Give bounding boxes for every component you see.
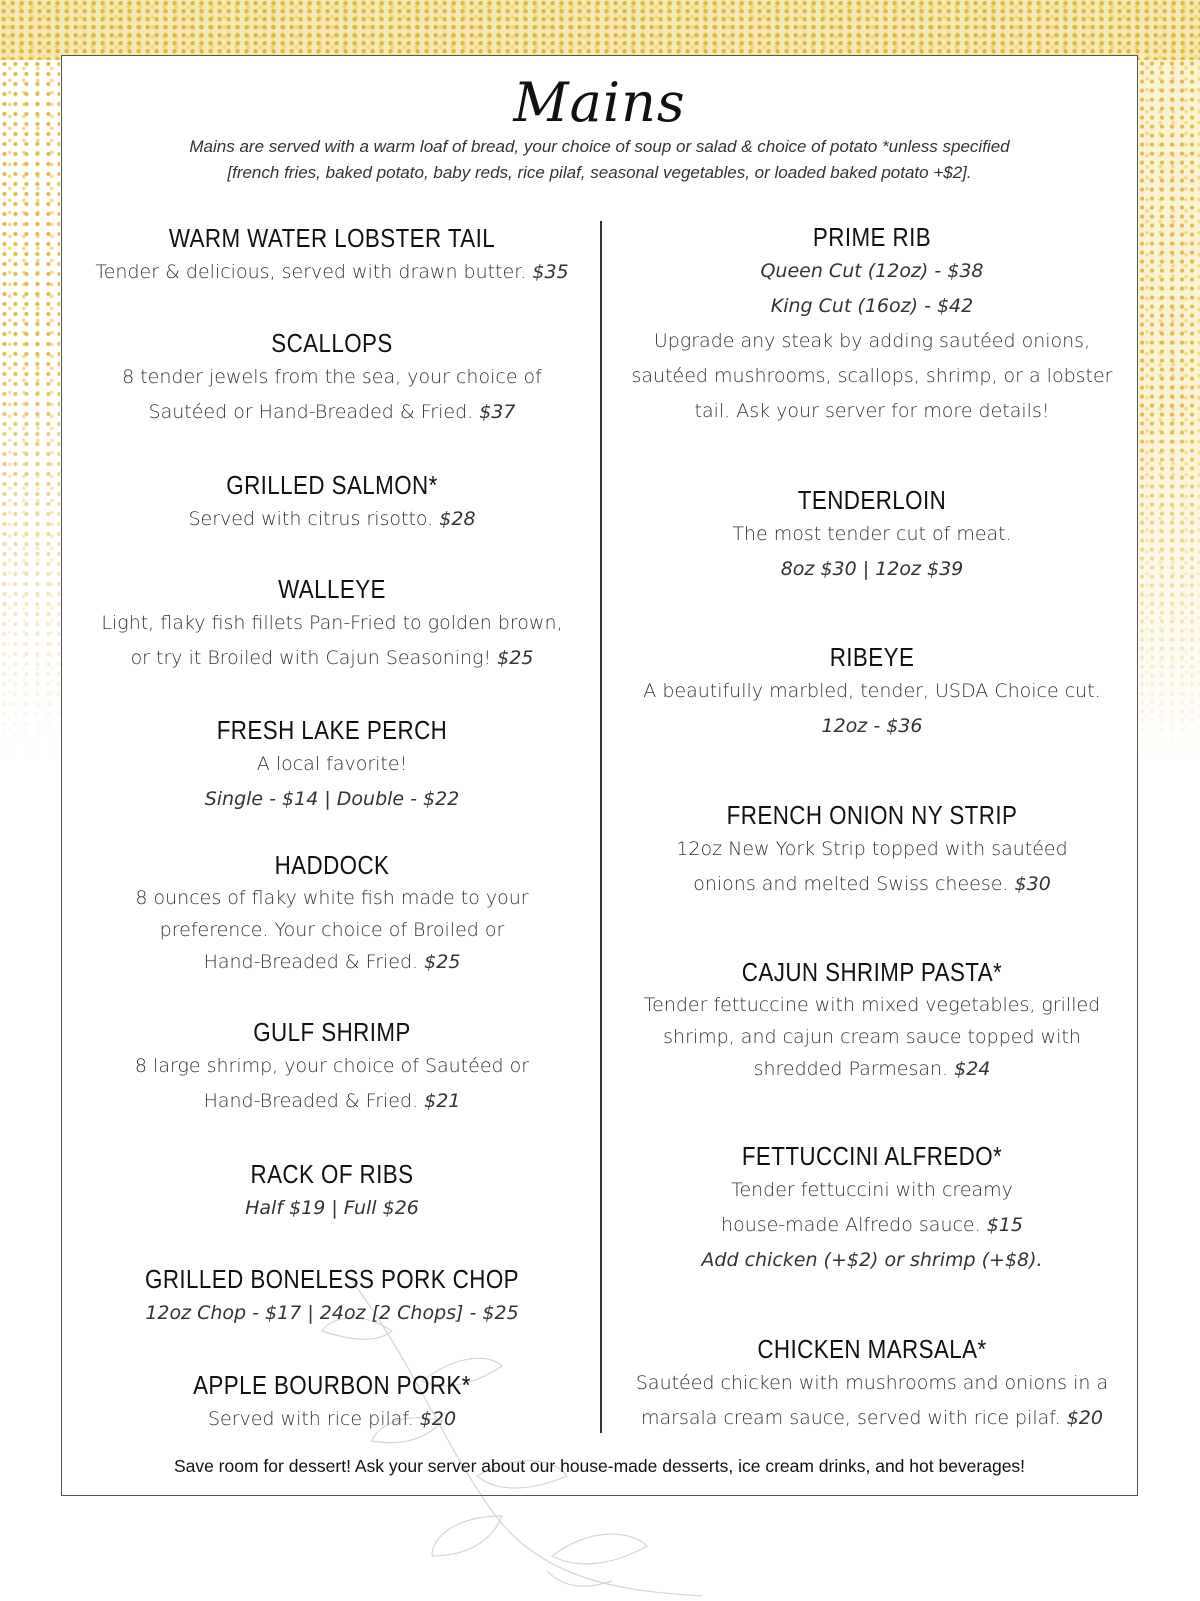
column-divider [600,221,602,1433]
item-name: HADDOCK [274,850,390,880]
item-desc: Served with citrus risotto. $28 [188,508,476,530]
item-name: GULF SHRIMP [253,1017,411,1047]
menu-item-tenderloin [612,483,1132,587]
menu-item-pork-chop [72,1262,592,1331]
menu-item-haddock [72,848,592,978]
gold-glitter-top [0,0,1200,60]
item-name: CHICKEN MARSALA* [757,1334,987,1364]
item-price-king: King Cut (16oz) - $42 [770,295,974,317]
item-price: 12oz Chop - $17 | 24oz [2 Chops] - $25 [145,1302,519,1324]
item-price: 12oz - $36 [821,715,923,737]
intro-line-2: [french fries, baked potato, baby reds, rice pilaf, seasonal vegetables, or loaded baked potato +$2]. [227,163,972,182]
item-desc: Tender fettuccine with mixed vegetables, grilled shrimp, and cajun cream sauce topped with shredded Parmesan. $24 [643,994,1101,1080]
item-addon: Add chicken (+$2) or shrimp (+$8). [701,1249,1043,1271]
gold-glitter-right [1138,60,1200,760]
menu-card [61,55,1138,1496]
menu-item-prime-rib [612,220,1132,429]
item-name: RIBEYE [829,642,915,672]
item-name: GRILLED SALMON* [226,470,438,500]
item-desc: Sautéed chicken with mushrooms and onions in a marsala cream sauce, served with rice pilaf. $20 [635,1372,1109,1429]
item-desc: A beautifully marbled, tender, USDA Choice cut. [643,680,1101,702]
item-desc: 12oz New York Strip topped with sautéed onions and melted Swiss cheese. $30 [676,838,1068,895]
item-desc: Tender & delicious, served with drawn butter. $35 [95,261,569,283]
item-price: 8oz $30 | 12oz $39 [780,558,964,580]
item-price: Single - $14 | Double - $22 [204,788,460,810]
item-name: CAJUN SHRIMP PASTA* [741,957,1003,987]
item-desc: 8 ounces of flaky white fish made to your preference. Your choice of Broiled or Hand-Breaded & Fried. $25 [135,887,529,973]
item-desc: Tender fettuccini with creamy house-made Alfredo sauce. $15 [721,1179,1023,1236]
menu-item-chicken-marsala [612,1332,1132,1436]
item-name: APPLE BOURBON PORK* [193,1370,471,1400]
menu-item-cajun-shrimp-pasta [612,955,1132,1085]
item-name: RACK OF RIBS [250,1159,414,1189]
item-name: TENDERLOIN [797,485,947,515]
item-name: GRILLED BONELESS PORK CHOP [144,1264,520,1294]
item-name: WALLEYE [278,574,386,604]
item-desc: Served with rice pilaf. $20 [207,1408,457,1430]
menu-item-grilled-salmon [72,468,592,537]
item-desc: Upgrade any steak by adding sautéed onions, sautéed mushrooms, scallops, shrimp, or a lobster tail. Ask your server for more details! [631,330,1113,422]
menu-item-fettuccini-alfredo [612,1139,1132,1278]
item-desc: Light, flaky fish fillets Pan-Fried to golden brown, or try it Broiled with Cajun Seasoning! $25 [101,612,563,669]
item-desc: A local favorite! [256,753,408,775]
menu-item-gulf-shrimp [72,1015,592,1119]
footer-note: Save room for dessert! Ask your server about our house-made desserts, ice cream drinks, and hot beverages! [173,1456,1026,1476]
item-name: FRENCH ONION NY STRIP [726,800,1018,830]
intro-text [102,134,1097,186]
item-price-queen: Queen Cut (12oz) - $38 [760,260,984,282]
gold-glitter-left [0,60,60,760]
item-desc: 8 large shrimp, your choice of Sautéed or Hand-Breaded & Fried. $21 [134,1055,530,1112]
item-price: Half $19 | Full $26 [245,1197,419,1219]
menu-item-walleye [72,572,592,676]
menu-item-apple-bourbon-pork [72,1368,592,1437]
item-name: FETTUCCINI ALFREDO* [741,1141,1003,1171]
item-name: FRESH LAKE PERCH [216,715,448,745]
menu-item-rack-of-ribs [72,1157,592,1226]
menu-item-french-onion-strip [612,798,1132,902]
item-name: PRIME RIB [812,222,932,252]
item-name: SCALLOPS [271,328,393,358]
menu-item-scallops [72,326,592,430]
page-title: Mains [513,71,686,134]
menu-item-ribeye [612,640,1132,744]
item-name: WARM WATER LOBSTER TAIL [168,223,496,253]
item-desc: The most tender cut of meat. [732,523,1012,545]
intro-line-1: Mains are served with a warm loaf of bread, your choice of soup or salad & choice of potato *unless specified [189,137,1010,156]
item-desc: 8 tender jewels from the sea, your choice of Sautéed or Hand-Breaded & Fried. $37 [122,366,542,423]
menu-item-lobster-tail [72,221,592,290]
menu-item-lake-perch [72,713,592,817]
